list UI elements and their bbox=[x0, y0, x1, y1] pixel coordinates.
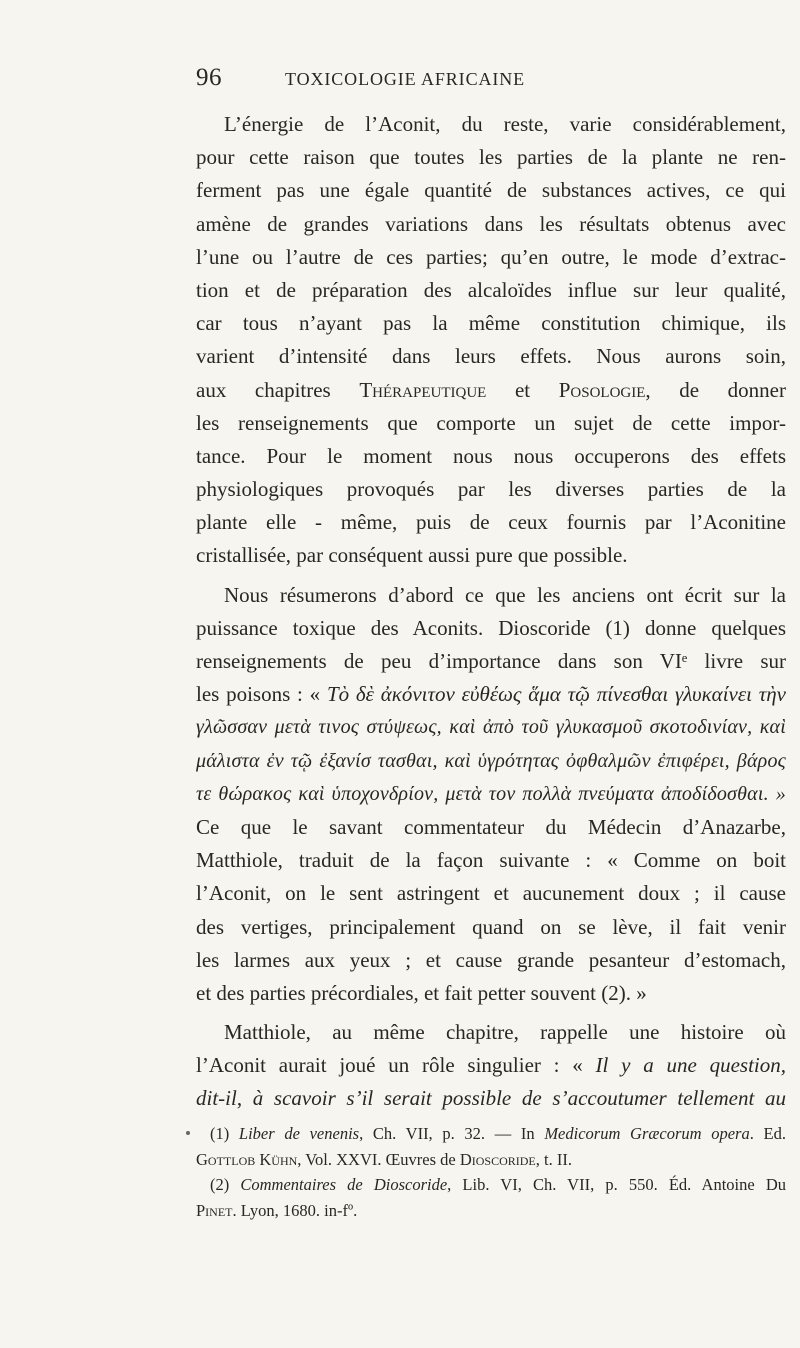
footnotes bbox=[196, 1121, 786, 1223]
text-line: amène de grandes variations dans les résultats obtenus avec bbox=[196, 211, 786, 236]
text-line: et des parties précordiales, et fait petter souvent (2). » bbox=[196, 980, 647, 1005]
section-ref-posologie: Posologie bbox=[558, 377, 646, 402]
text-line: plante elle - même, puis de ceux fournis par l’Aconitine bbox=[196, 510, 786, 535]
text-line: pour cette raison que toutes les parties de la plante ne ren- bbox=[196, 145, 786, 170]
text-line: les renseignements que comporte un sujet de cette impor- bbox=[196, 410, 786, 435]
text-line: varient d’intensité dans leurs effets. Nous aurons soin, bbox=[196, 344, 786, 369]
text-line: l’une ou l’autre de ces parties; qu’en outre, le mode d’extrac- bbox=[196, 244, 786, 269]
text-line: L’énergie de l’Aconit, du reste, varie considérablement, bbox=[224, 112, 786, 136]
text-line: renseignements de peu d’importance dans son VIᵉ livre sur bbox=[196, 649, 786, 673]
text-line: l’Aconit, on le sent astringent et aucunement doux ; il cause bbox=[196, 881, 786, 906]
text-line: les poisons : « Τὸ δὲ ἀκόνιτον εὐθέως ἅμα τῷ πίνεσθαι γλυκαίνει τὴν bbox=[196, 682, 786, 707]
text-line: ferment pas une égale quantité de substances actives, ce qui bbox=[196, 178, 786, 203]
text-line: des vertiges, principalement quand on se lève, il fait venir bbox=[196, 914, 786, 939]
text-line: Matthiole, traduit de la façon suivante : « Comme on boit bbox=[196, 848, 786, 873]
greek-quote-line: γλῶσσαν μετὰ τινος στύψεως, καὶ ἀπὸ τοῦ γλυκασμοῦ σκοτοδινίαν, καὶ bbox=[196, 716, 786, 739]
text-line: tance. Pour le moment nous nous occuperons des effets bbox=[196, 443, 786, 468]
body-text bbox=[196, 108, 786, 1116]
quote-italic: à scavoir s’il serait possible de s’accoutumer tellement au bbox=[252, 1086, 786, 1111]
footnote-2: (2) Commentaires de Dioscoride, Lib. VI, Ch. VII, p. 550. Éd. Antoine Du bbox=[210, 1175, 786, 1194]
page-number: 96 bbox=[196, 64, 222, 91]
quote-italic: Il y a une question, bbox=[595, 1053, 786, 1078]
text-line: cristallisée, par conséquent aussi pure que possible. bbox=[196, 543, 628, 568]
running-title: TOXICOLOGIE AFRICAINE bbox=[285, 69, 526, 89]
footnote-1: (1) Liber de venenis, Ch. VII, p. 32. — In Medicorum Græcorum opera. Ed. bbox=[210, 1124, 786, 1143]
text-line: Ce que le savant commentateur du Médecin d’Anazarbe, bbox=[196, 814, 786, 839]
greek-quote: Τὸ δὲ ἀκόνιτον εὐθέως ἅμα τῷ πίνεσθαι γλυκαίνει τὴν bbox=[326, 682, 786, 707]
footnote-1-cont: Gottlob Kühn, Vol. XXVI. Œuvres de Dioscoride, t. II. bbox=[196, 1149, 572, 1169]
greek-quote-line: μάλιστα ἐν τῷ ἐξανίσ τασθαι, καὶ ὑγρότητας ὀφθαλμῶν ἐπιφέρει, βάρος bbox=[196, 749, 786, 772]
text-line: Matthiole, au même chapitre, rappelle une histoire où bbox=[224, 1020, 786, 1045]
text-line: car tous n’ayant pas la même constitution chimique, ils bbox=[196, 311, 786, 336]
text-line: puissance toxique des Aconits. Dioscoride (1) donne quelques bbox=[196, 615, 786, 640]
section-ref-therapeutique: Thérapeutique bbox=[359, 377, 487, 402]
text-line: l’Aconit aurait joué un rôle singulier : « Il y a une question, bbox=[196, 1053, 786, 1078]
page-header bbox=[196, 64, 800, 104]
text-line: dit-il, à scavoir s’il serait possible de s’accoutumer tellement au bbox=[196, 1086, 786, 1111]
text-line: aux chapitres Thérapeutique et Posologie, de donner bbox=[196, 377, 786, 402]
text-line: les larmes aux yeux ; et cause grande pesanteur d’estomach, bbox=[196, 947, 786, 972]
greek-quote-line: τε θώρακος καὶ ὑποχονδρίον, μετὰ τον πολλὰ πνεύματα ἀποδίδοσθαι. » bbox=[196, 782, 786, 805]
margin-dot bbox=[186, 1131, 190, 1135]
text-line: physiologiques provoqués par les diverses parties de la bbox=[196, 477, 786, 502]
text-line: Nous résumerons d’abord ce que les anciens ont écrit sur la bbox=[224, 582, 786, 607]
footnote-2-cont: Pinet. Lyon, 1680. in-fº. bbox=[196, 1200, 358, 1220]
text-line: tion et de préparation des alcaloïdes influe sur leur qualité, bbox=[196, 277, 786, 302]
